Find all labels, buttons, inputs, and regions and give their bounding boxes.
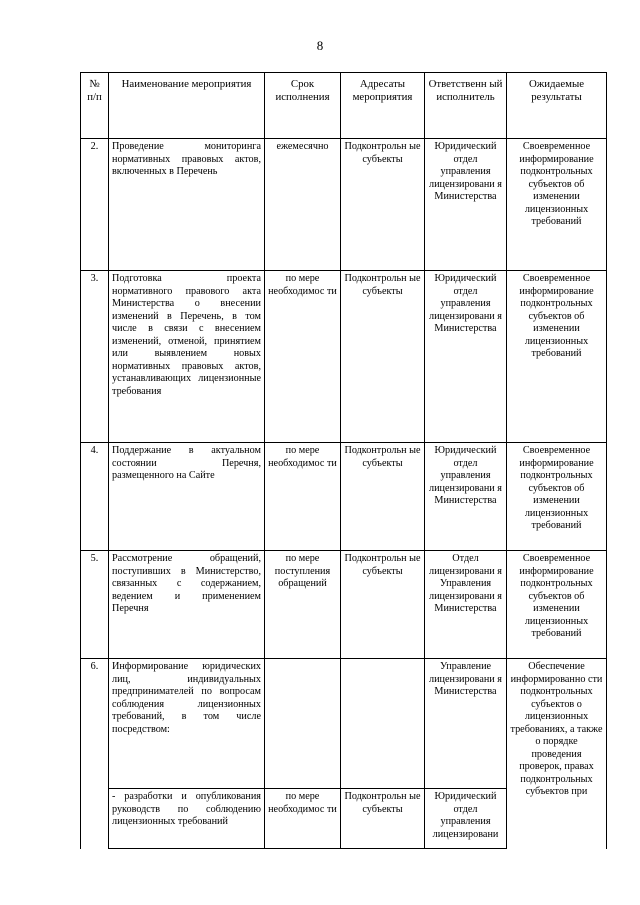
table-row bbox=[81, 443, 607, 551]
table-row bbox=[81, 659, 607, 789]
header-num: № п/п bbox=[81, 73, 109, 139]
row-term: ежемесячно bbox=[265, 139, 341, 271]
events-table bbox=[80, 72, 607, 849]
row-results: Своевременное информирование подконтрольных субъектов об изменении лицензионных требований bbox=[507, 271, 607, 443]
header-term: Срок исполнения bbox=[265, 73, 341, 139]
row-name: Рассмотрение обращений, поступивших в Министерство, связанных с содержанием, ведением и применением Перечня bbox=[109, 551, 265, 659]
row-addressees: Подконтрольн ые субъекты bbox=[341, 443, 425, 551]
row-results: Своевременное информирование подконтрольных субъектов об изменении лицензионных требований bbox=[507, 139, 607, 271]
row-responsible: Отдел лицензировани я Управления лицензировани я Министерства bbox=[425, 551, 507, 659]
row-num: 6. bbox=[81, 659, 109, 849]
row-name: Информирование юридических лиц, индивидуальных предпринимателей по вопросам соблюдения лицензионных требований, в том числе посредством: bbox=[109, 659, 265, 789]
header-results: Ожидаемые результаты bbox=[507, 73, 607, 139]
subrow-name: - разработки и опубликования руководств по соблюдению лицензионных требований bbox=[109, 789, 265, 849]
row-results: Своевременное информирование подконтрольных субъектов об изменении лицензионных требований bbox=[507, 551, 607, 659]
header-name: Наименование мероприятия bbox=[109, 73, 265, 139]
row-num: 3. bbox=[81, 271, 109, 443]
row-addressees: Подконтрольн ые субъекты bbox=[341, 271, 425, 443]
row-addressees: Подконтрольн ые субъекты bbox=[341, 551, 425, 659]
row-results: Своевременное информирование подконтрольных субъектов об изменении лицензионных требований bbox=[507, 443, 607, 551]
row-responsible: Юридический отдел управления лицензировани я Министерства bbox=[425, 139, 507, 271]
table-row bbox=[81, 271, 607, 443]
row-num: 2. bbox=[81, 139, 109, 271]
row-num: 5. bbox=[81, 551, 109, 659]
row-results: Обеспечение информированно сти подконтрольных субъектов о лицензионных требованиях, а также о порядке проведения проверок, правах подконтрольных субъектов при bbox=[507, 659, 607, 849]
row-num: 4. bbox=[81, 443, 109, 551]
subrow-addressees: Подконтрольн ые субъекты bbox=[341, 789, 425, 849]
row-name: Проведение мониторинга нормативных правовых актов, включенных в Перечень bbox=[109, 139, 265, 271]
row-responsible: Юридический отдел управления лицензировани я Министерства bbox=[425, 271, 507, 443]
page-number: 8 bbox=[316, 38, 324, 53]
row-term: по мере необходимос ти bbox=[265, 271, 341, 443]
table-row bbox=[81, 551, 607, 659]
row-addressees: Подконтрольн ые субъекты bbox=[341, 139, 425, 271]
row-responsible: Юридический отдел управления лицензировани я Министерства bbox=[425, 443, 507, 551]
row-addressees bbox=[341, 659, 425, 789]
row-term: по мере необходимос ти bbox=[265, 443, 341, 551]
header-responsible: Ответственн ый исполнитель bbox=[425, 73, 507, 139]
table-header-row bbox=[81, 73, 607, 139]
subrow-responsible: Юридический отдел управления лицензировани bbox=[425, 789, 507, 849]
row-term bbox=[265, 659, 341, 789]
row-name: Поддержание в актуальном состоянии Перечня, размещенного на Сайте bbox=[109, 443, 265, 551]
row-name: Подготовка проекта нормативного правового акта Министерства о внесении изменений в Перечень, в том числе в связи с внесением изменений, отменой, принятием или выявлением новых нормативных правовых актов, устанавливающих лицензионные требования bbox=[109, 271, 265, 443]
subrow-term: по мере необходимос ти bbox=[265, 789, 341, 849]
row-term: по мере поступления обращений bbox=[265, 551, 341, 659]
row-responsible: Управление лицензировани я Министерства bbox=[425, 659, 507, 789]
table-row bbox=[81, 139, 607, 271]
header-addressees: Адресаты мероприятия bbox=[341, 73, 425, 139]
